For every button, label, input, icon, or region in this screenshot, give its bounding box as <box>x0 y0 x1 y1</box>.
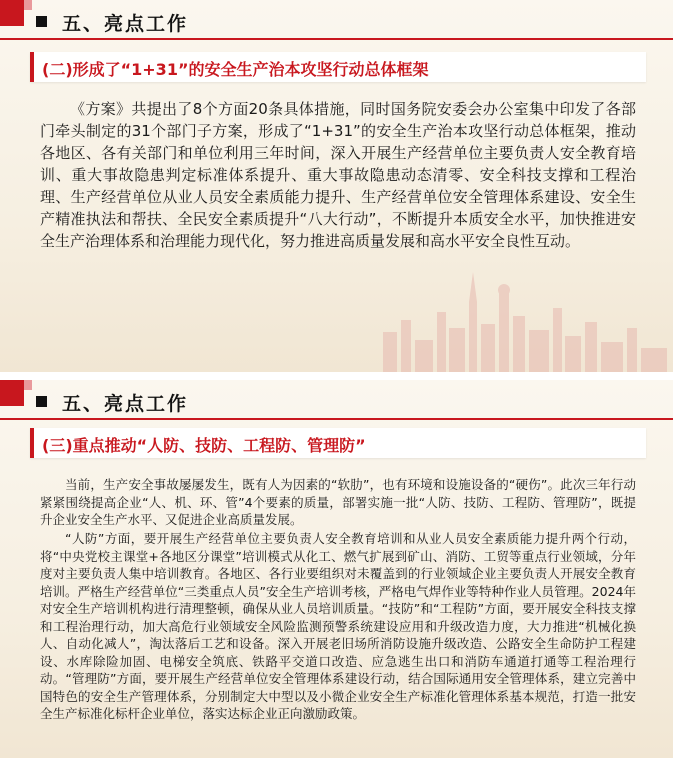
section-title: 五、亮点工作 <box>62 13 189 35</box>
body-paragraph: 《方案》共提出了8个方面20条具体措施，同时国务院安委会办公室集中印发了各部门牵头制定的31个部门子方案，形成了“1+31”的安全生产治本攻坚行动总体框架，推动各地区、各有关部门和单位利用三年时间，深入开展生产经营单位主要负责人安全教育培训、重大事故隐患判定标准体系提升、重大事故隐患动态清零、安全科技支撑和工程治理、生产经营单位从业人员安全素质能力提升、生产经营单位安全管理体系建设、安全生产精准执法和帮扶、全民安全素质提升“八大行动”，不断提升本质安全水平，加快推进安全生产治理体系和治理能力现代化，努力推进高质量发展和高水平安全良性互动。 <box>40 100 636 250</box>
header-divider <box>0 418 673 420</box>
corner-accent-light <box>24 380 32 390</box>
city-skyline-decoration <box>373 232 673 372</box>
header-square-icon <box>36 16 47 27</box>
slide-highlights-framework <box>0 0 673 372</box>
slide-highlights-four-defenses <box>0 380 673 758</box>
corner-accent <box>0 380 24 406</box>
body-paragraph: “人防”方面，要开展生产经营单位主要负责人安全教育培训和从业人员安全素质能力提升两个行动，将“中央党校主课堂+各地区分课堂”培训模式从化工、燃气扩展到矿山、消防、工贸等重点行业领域，分年度对主要负责人集中培训教育。各地区、各行业要组织对未覆盖到的行业领域企业主要负责人开展安全教育培训。严格生产经营单位“三类重点人员”安全生产培训考核，严格电气焊作业等特种作业人员管理。2024年对安全生产培训机构进行清理整顿，确保从业人员培训质量。“技防”和“工程防”方面，要开展安全科技支撑和工程治理行动，加大高危行业领域安全风险监测预警系统建设应用和升级改造力度，大力推进“机械化换人、自动化减人”，淘汰落后工艺和设备。深入开展老旧场所消防设施升级改造、公路安全生命防护工程建设、水库除险加固、电梯安全筑底、铁路平交道口改造、应急逃生出口和消防车通道打通等工程治理行动。“管理防”方面，要开展生产经营单位安全管理体系建设行动，结合国际通用安全管理体系，建立完善中国特色的安全生产管理体系，分别制定大中型以及小微企业安全生产标准化管理体系基本规范，打造一批安全生产标准化标杆企业单位，落实达标企业正向激励政策。 <box>40 531 636 721</box>
corner-accent-light <box>24 0 32 10</box>
header-square-icon <box>36 396 47 407</box>
subtitle-text: (三)重点推动“人防、技防、工程防、管理防” <box>42 436 366 455</box>
subtitle-text: (二)形成了“1+31”的安全生产治本攻坚行动总体框架 <box>42 60 429 79</box>
section-title: 五、亮点工作 <box>62 393 189 415</box>
subtitle-banner <box>30 428 646 458</box>
corner-accent <box>0 0 24 26</box>
body-paragraph: 当前，生产安全事故屡屡发生，既有人为因素的“软肋”，也有环境和设施设备的“硬伤”。此次三年行动紧紧围绕提高企业“人、机、环、管”4个要素的质量，部署实施一批“人防、技防、工程防、管理防”，既提升企业安全生产水平、又促进企业高质量发展。 <box>40 477 636 527</box>
header-divider <box>0 38 673 40</box>
subtitle-banner <box>30 52 646 82</box>
